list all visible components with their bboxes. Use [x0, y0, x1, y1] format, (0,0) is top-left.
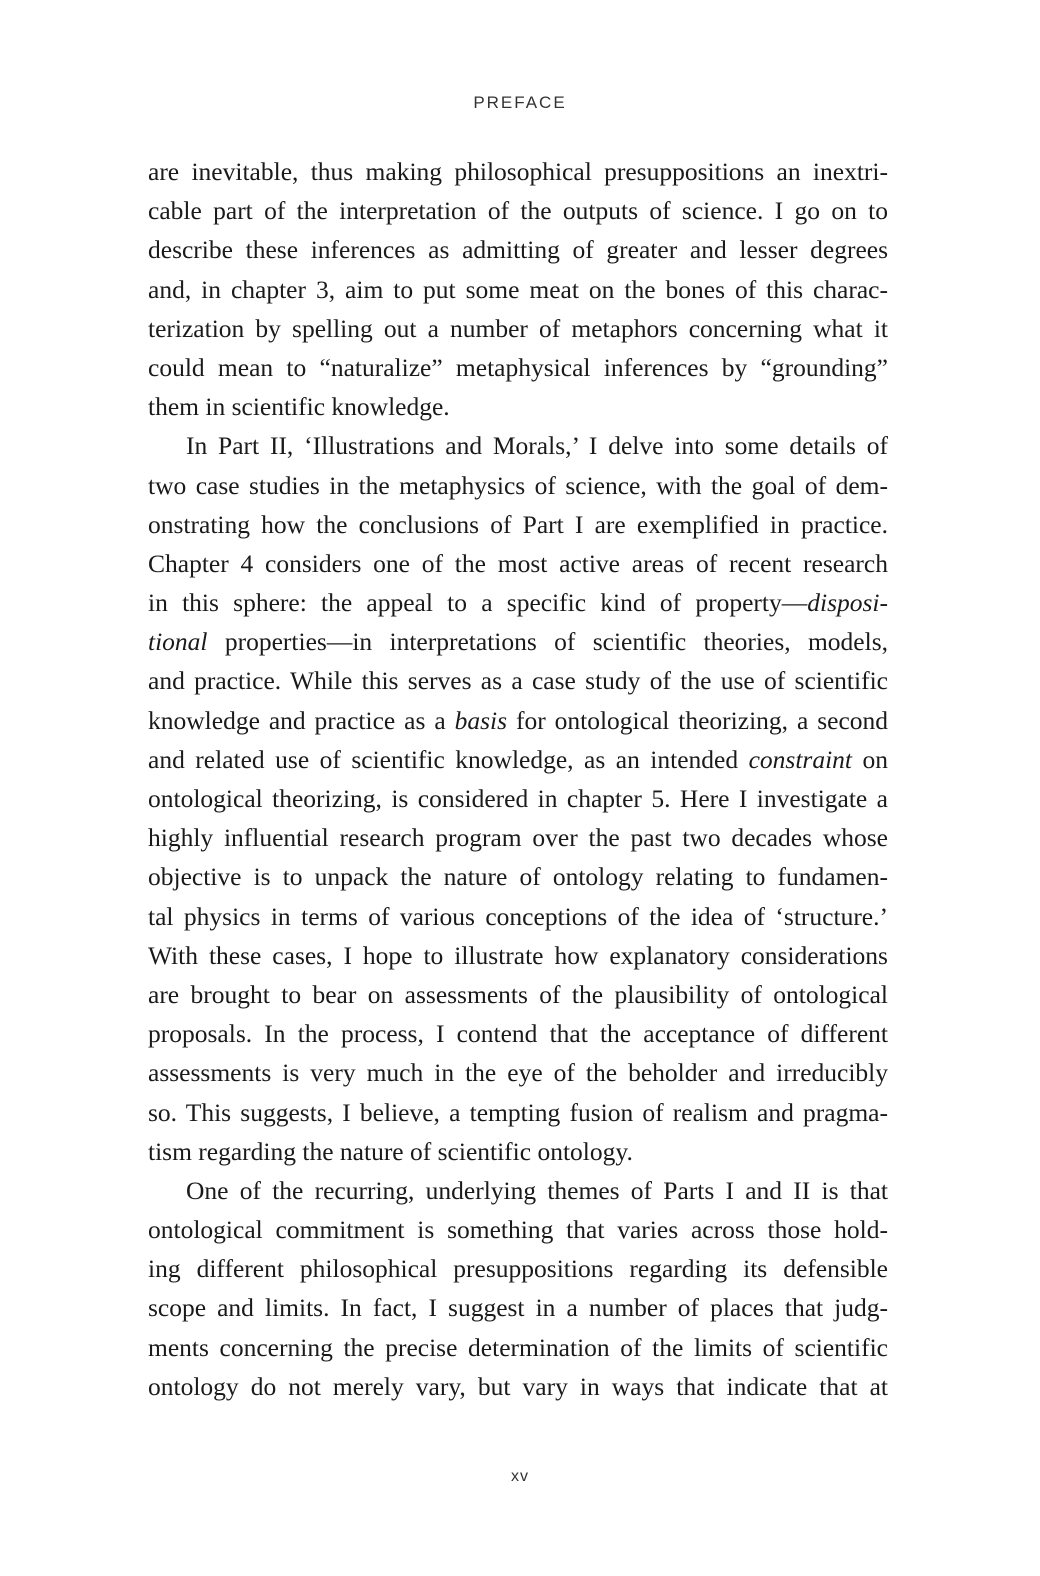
text-segment: properties—in interpretations of scientific theories, models, [207, 627, 888, 657]
text-line: and, in chapter 3, aim to put some meat on the bones of this charac- [148, 274, 888, 304]
text-line: ments concerning the precise determination of the limits of scientific [148, 1332, 888, 1362]
italic-term: tional [148, 627, 208, 657]
text-line: tism regarding the nature of scientific ontology. [148, 1136, 633, 1166]
text-line: and practice. While this serves as a case study of the use of scientific [148, 666, 888, 696]
text-line: With these cases, I hope to illustrate how explanatory considerations [148, 940, 888, 970]
italic-term: basis [454, 705, 508, 735]
italic-term: disposi- [807, 588, 888, 618]
text-segment: for ontological theorizing, a second [507, 705, 889, 735]
text-line: could mean to “naturalize” metaphysical inferences by “grounding” [148, 352, 888, 382]
text-line: them in scientific knowledge. [148, 392, 450, 422]
text-line: One of the recurring, underlying themes of Parts I and II is that [186, 1175, 888, 1205]
running-head: PREFACE [473, 93, 567, 112]
text-segment: in this sphere: the appeal to a specific kind of property— [148, 588, 808, 618]
text-line: assessments is very much in the eye of the beholder and irreducibly [148, 1058, 888, 1088]
text-line: are brought to bear on assessments of the plausibility of ontological [148, 979, 888, 1009]
text-line: tal physics in terms of various conceptions of the idea of ‘structure.’ [148, 901, 888, 931]
text-line: so. This suggests, I believe, a tempting fusion of realism and pragma- [148, 1097, 888, 1127]
text-line [148, 622, 888, 661]
text-line: In Part II, ‘Illustrations and Morals,’ I delve into some details of [186, 431, 888, 461]
text-line: describe these inferences as admitting of greater and lesser degrees [148, 235, 888, 265]
text-line: onstrating how the conclusions of Part I are exemplified in practice. [148, 509, 888, 539]
text-line: ontology do not merely vary, but vary in ways that indicate that at [148, 1371, 888, 1401]
text-line: are inevitable, thus making philosophical presuppositions an inextri- [148, 157, 888, 186]
text-segment: knowledge and practice as a [148, 705, 455, 735]
page-number: xv [511, 1468, 529, 1485]
italic-term: constraint [748, 744, 853, 774]
text-line: objective is to unpack the nature of ontology relating to fundamen- [148, 862, 888, 892]
text-line: ing different philosophical presuppositions regarding its defensible [148, 1254, 888, 1284]
text-line: cable part of the interpretation of the outputs of science. I go on to [148, 196, 888, 226]
text-line: ontological commitment is something that varies across those hold- [148, 1215, 888, 1245]
text-line [148, 701, 888, 740]
text-line: proposals. In the process, I contend that the acceptance of different [148, 1019, 888, 1049]
text-line: two case studies in the metaphysics of science, with the goal of dem- [148, 470, 888, 500]
body-text [148, 152, 888, 1406]
text-line: terization by spelling out a number of metaphors concerning what it [148, 313, 888, 343]
text-line [148, 740, 888, 779]
text-line [148, 583, 888, 622]
text-line: ontological theorizing, is considered in chapter 5. Here I investigate a [148, 784, 888, 813]
text-segment: and related use of scientific knowledge, as an intended [148, 744, 749, 774]
text-line: scope and limits. In fact, I suggest in a number of places that judg- [148, 1293, 888, 1323]
text-segment: on [852, 744, 888, 774]
text-line: Chapter 4 considers one of the most active areas of recent research [148, 548, 888, 578]
text-line: highly influential research program over the past two decades whose [148, 823, 888, 853]
